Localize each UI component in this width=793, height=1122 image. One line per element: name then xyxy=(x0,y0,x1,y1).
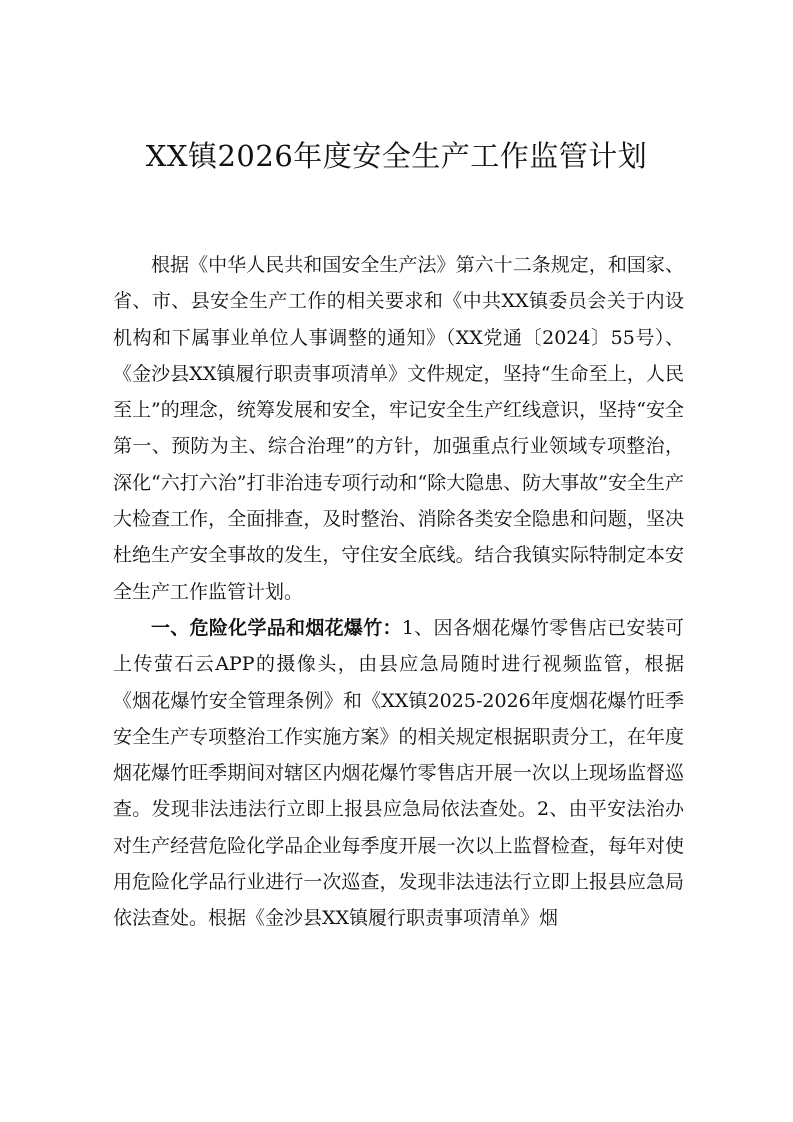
section-heading: 一、危险化学品和烟花爆竹： xyxy=(151,616,402,639)
intro-paragraph xyxy=(113,247,684,610)
intro-paragraph-text: 根据《中华人民共和国安全生产法》第六十二条规定，和国家、省、市、县安全生产工作的相关要求和《中共XX镇委员会关于内设机构和下属事业单位人事调整的通知》（XX党通〔2024〕55号）、《金沙县XX镇履行职责事项清单》文件规定，坚持“生命至上，人民至上”的理念，统筹发展和安全，牢记安全生产红线意识，坚持“安全第一、预防为主、综合治理”的方针，加强重点行业领域专项整治，深化“六打六治”打非治违专项行动和“除大隐患、防大事故”安全生产大检查工作，全面排查，及时整治、消除各类安全隐患和问题，坚决杜绝生产安全事故的发生，守住安全底线。结合我镇实际特制定本安全生产工作监管计划。 xyxy=(113,254,684,603)
page-title: XX镇2026年度安全生产工作监管计划 xyxy=(145,139,648,173)
section-paragraph-text: 1、因各烟花爆竹零售店已安装可上传萤石云APP的摄像头，由县应急局随时进行视频监管，根据《烟花爆竹安全管理条例》和《XX镇2025-2026年度烟花爆竹旺季安全生产专项整治工作实施方案》的相关规定根据职责分工，在年度烟花爆竹旺季期间对辖区内烟花爆竹零售店开展一次以上现场监督巡查。发现非法违法行立即上报县应急局依法查处。2、由平安法治办对生产经营危险化学品企业每季度开展一次以上监督检查，每年对使用危险化学品行业进行一次巡查，发现非法违法行立即上报县应急局依法查处。根据《金沙县XX镇履行职责事项清单》烟 xyxy=(113,616,684,930)
document-body xyxy=(113,247,684,937)
section-paragraph xyxy=(113,610,684,937)
